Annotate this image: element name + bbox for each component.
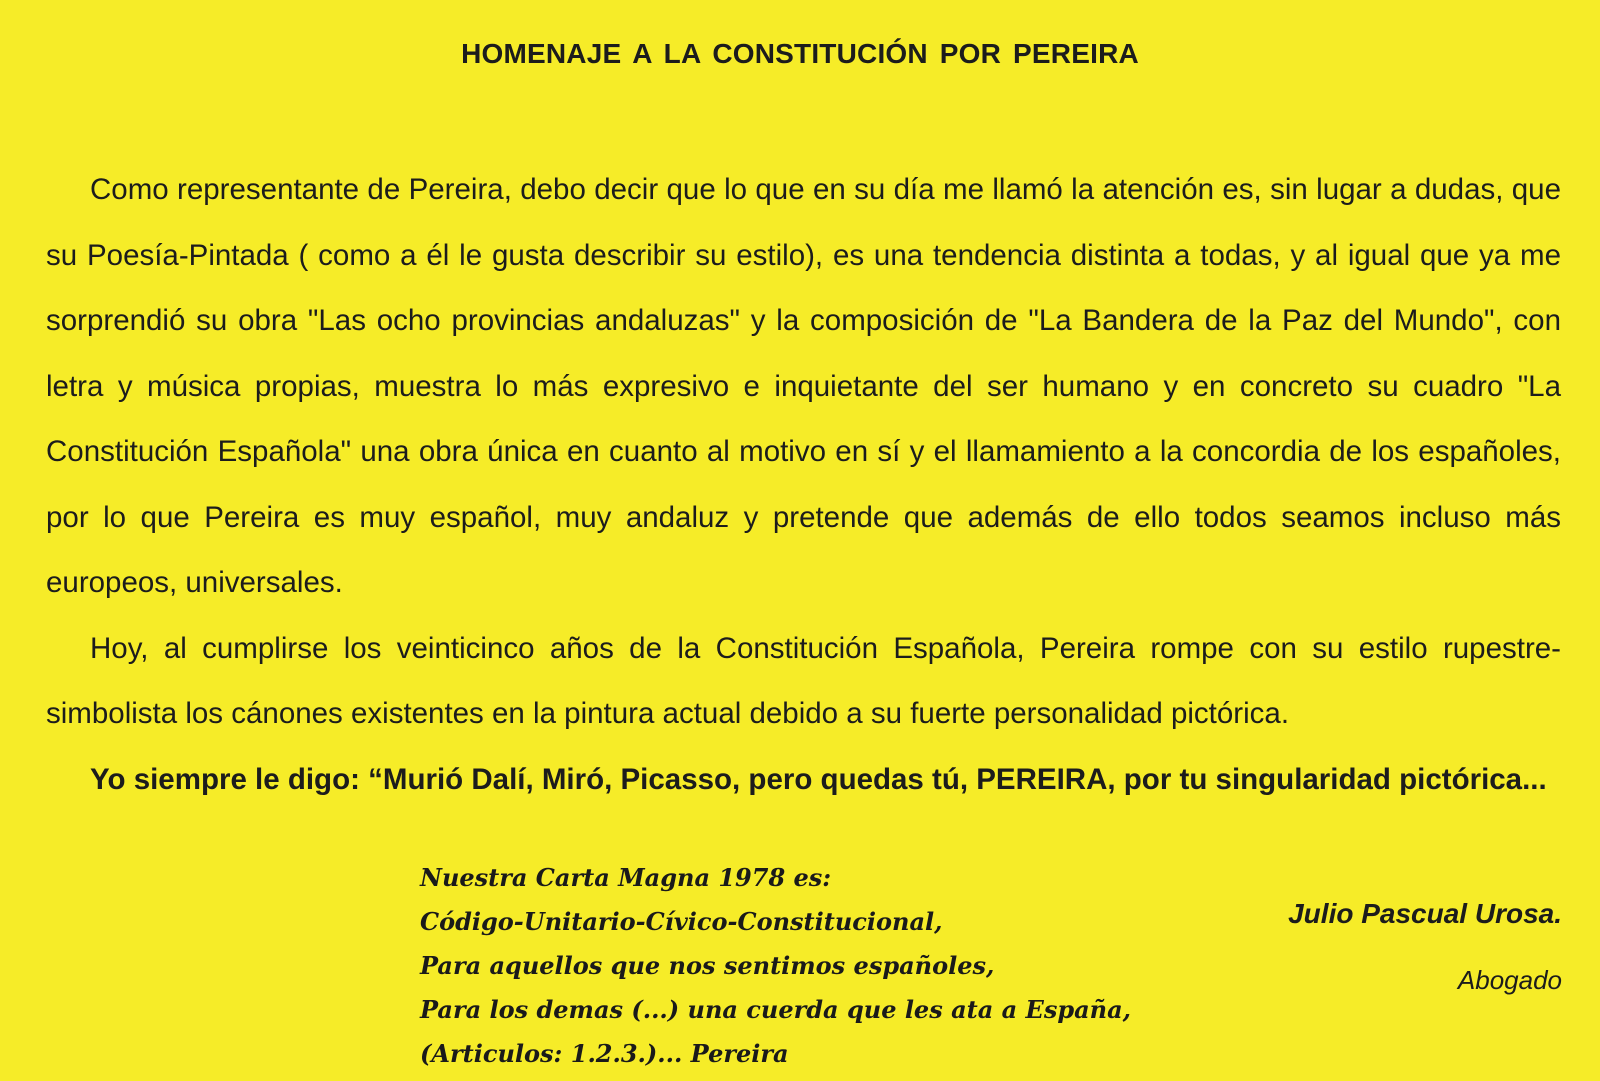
signature-role: Abogado <box>1457 965 1562 995</box>
paragraph-intro: Como representante de Pereira, debo decir que lo que en su día me llamó la atención es, sin lugar a dudas, que su Poesía-Pintada ( como a él le gusta describir su estilo), es una tendencia distinta a todas, y al igual que ya me sorprendió su obra "Las ocho provincias andaluzas" y la composición de "La Bandera de la Paz del Mundo", con letra y música propias, muestra lo más expresivo e inquietante del ser humano y en concreto su cuadro "La Constitución Española" una obra única en cuanto al motivo en sí y el llamamiento a la concordia de los españoles, por lo que Pereira es muy español, muy andaluz y pretende que además de ello todos seamos incluso más europeos, universales. <box>46 173 1561 599</box>
poem-block <box>420 856 1131 1076</box>
document-title: HOMENAJE A LA CONSTITUCIÓN POR PEREIRA <box>461 38 1139 69</box>
paragraph-quote: Yo siempre le digo: “Murió Dalí, Miró, Picasso, pero quedas tú, PEREIRA, por tu singularidad pictórica... <box>90 762 1547 796</box>
poem-line: Para los demas (...) una cuerda que les ata a España, <box>420 995 1132 1024</box>
paragraph-anniversary: Hoy, al cumplirse los veinticinco años de la Constitución Española, Pereira rompe con su estilo rupestre-simbolista los cánones existentes en la pintura actual debido a su fuerte personalidad pictórica. <box>46 631 1561 730</box>
poem-line: Para aquellos que nos sentimos españoles, <box>420 951 995 980</box>
poem-line: (Articulos: 1.2.3.)... Pereira <box>420 1039 789 1068</box>
poem-line: Código-Unitario-Cívico-Constitucional, <box>420 907 943 936</box>
document-body <box>46 157 1561 812</box>
signature-name: Julio Pascual Urosa. <box>1288 898 1562 929</box>
poem-line: Nuestra Carta Magna 1978 es: <box>420 863 832 892</box>
